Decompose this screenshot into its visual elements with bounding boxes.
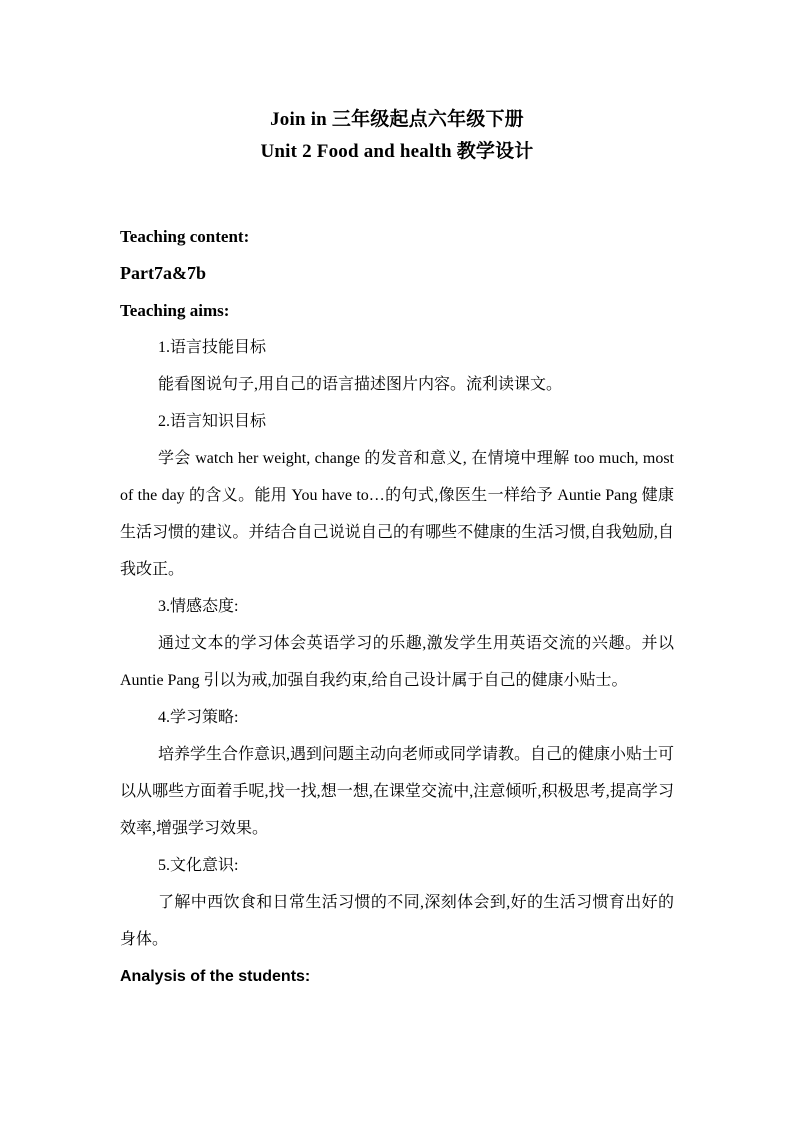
aim-3-text: 通过文本的学习体会英语学习的乐趣,激发学生用英语交流的兴趣。并以 Auntie Pang 引以为戒,加强自我约束,给自己设计属于自己的健康小贴士。: [120, 635, 674, 689]
aim-1-title: 1.语言技能目标: [158, 339, 267, 356]
teaching-aims-heading: Teaching aims:: [120, 301, 230, 320]
aim-5-title: 5.文化意识:: [158, 857, 239, 874]
document-title: Join in 三年级起点六年级下册: [270, 109, 524, 130]
aim-1-text: 能看图说句子,用自己的语言描述图片内容。流利读课文。: [158, 376, 563, 393]
aim-4-text: 培养学生合作意识,遇到问题主动向老师或同学请教。自己的健康小贴士可以从哪些方面着手呢,找一找,想一想,在课堂交流中,注意倾听,积极思考,提高学习效率,增强学习效果。: [120, 746, 675, 837]
document-body: [120, 218, 674, 995]
students-analysis-heading: Analysis of the students:: [120, 968, 311, 985]
aim-4-title: 4.学习策略:: [158, 709, 239, 726]
aim-2-text: 学会 watch her weight, change 的发音和意义, 在情境中理解 too much, most of the day 的含义。能用 You have to…的句式,像医生一样给予 Auntie Pang 健康生活习惯的建议。并结合自己说说自己的有哪些不健康的生活习惯,自我勉励,自我改正。: [120, 450, 674, 578]
aim-5-text: 了解中西饮食和日常生活习惯的不同,深刻体会到,好的生活习惯育出好的身体。: [120, 894, 674, 948]
aim-3-title: 3.情感态度:: [158, 598, 239, 615]
document-subtitle: Unit 2 Food and health 教学设计: [260, 141, 534, 162]
title-block: [0, 104, 794, 168]
teaching-content-value: Part7a&7b: [120, 263, 206, 283]
aim-2-title: 2.语言知识目标: [158, 413, 267, 430]
teaching-content-heading: Teaching content:: [120, 227, 250, 246]
